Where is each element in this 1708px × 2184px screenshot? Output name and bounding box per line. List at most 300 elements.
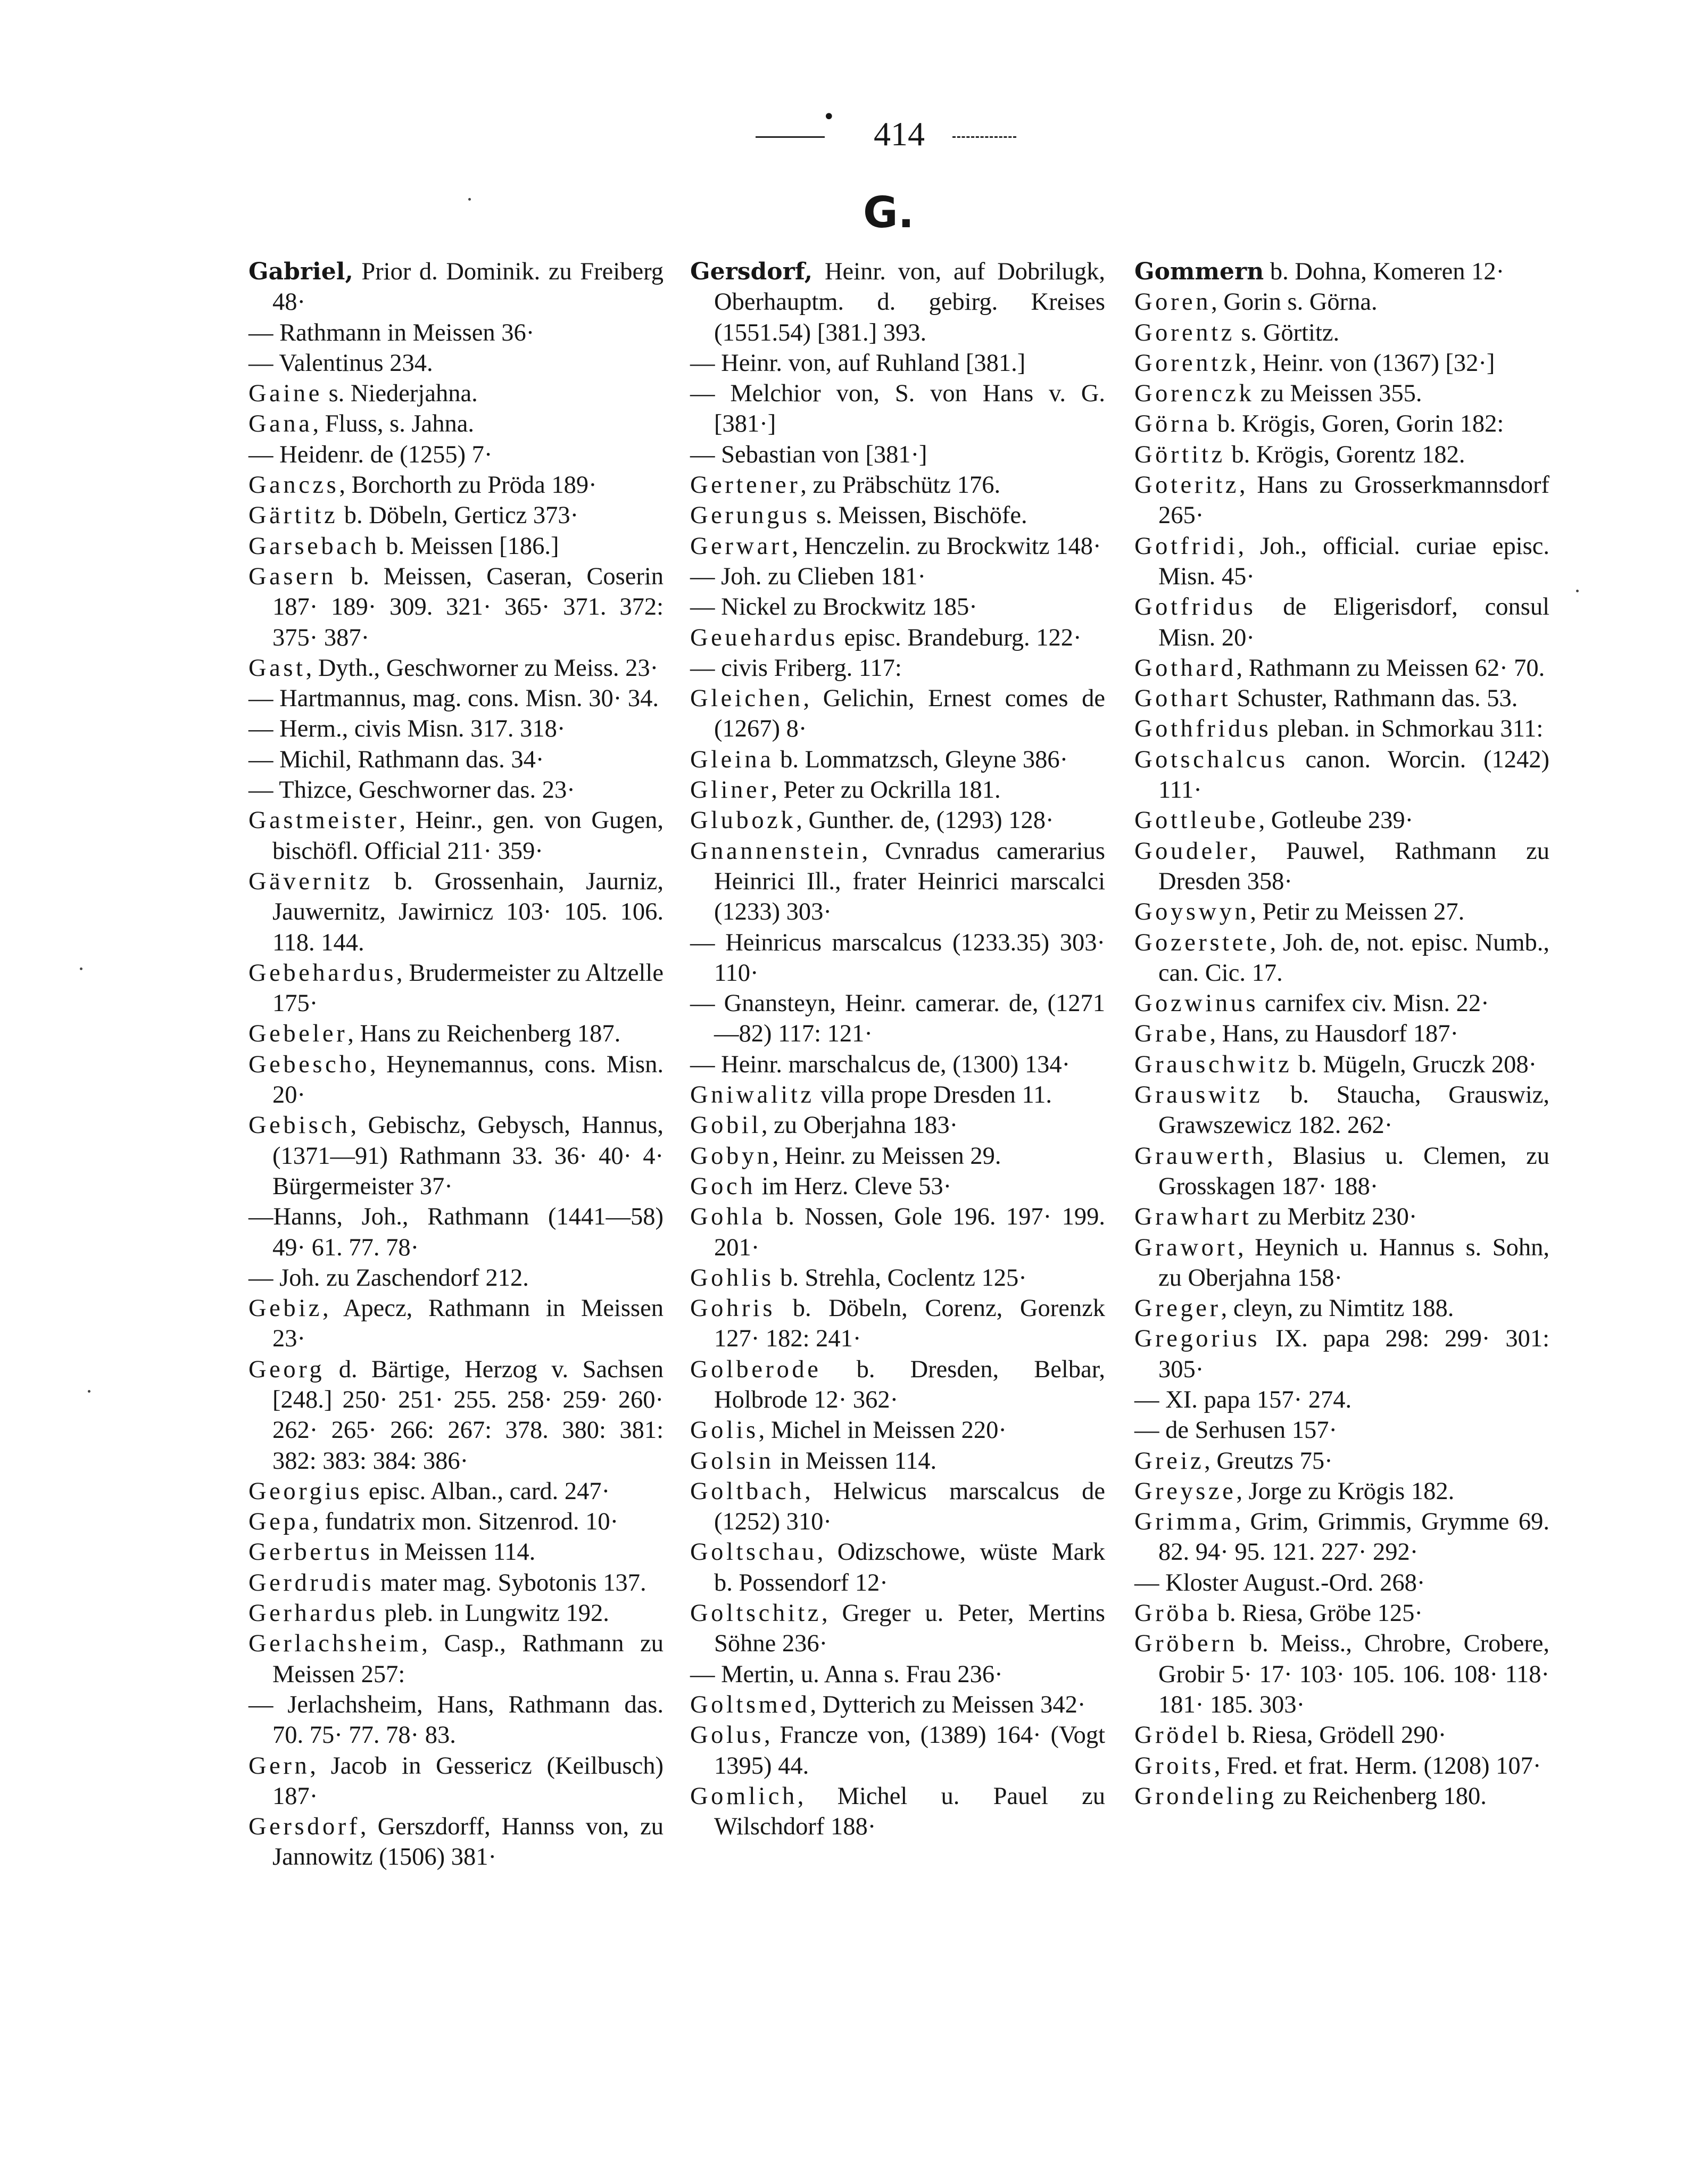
entry-text: — Heinr. marschalcus de, (1300) 134·	[690, 1050, 1071, 1078]
index-entry	[1134, 1598, 1549, 1628]
entry-text: , Gunther. de, (1293) 128·	[796, 807, 1054, 834]
entry-lemma: Gorenczk	[1134, 380, 1255, 408]
index-entry	[1134, 1751, 1549, 1781]
entry-text: , Greutzs 75·	[1204, 1447, 1333, 1475]
section-letter: G.	[863, 188, 915, 237]
entry-text: , Henczelin. zu Brockwitz 148·	[792, 532, 1101, 560]
entry-lemma: Grauswitz	[1134, 1081, 1263, 1109]
entry-text: b. Meissen, Caseran, Coserin 187· 189· 309. 321· 365· 371. 372: 375· 387·	[272, 562, 664, 651]
entry-text: villa prope Dresden 11.	[814, 1081, 1052, 1109]
entry-text: , Jacob in Gessericz (Keilbusch) 187·	[272, 1752, 664, 1810]
entry-lemma: Gniwalitz	[690, 1081, 815, 1109]
entry-text: , Hans zu Reichenberg 187.	[347, 1020, 621, 1048]
entry-text: in Meissen 114.	[774, 1447, 937, 1475]
entry-text: b. Dohna, Komeren 12·	[1264, 258, 1505, 285]
entry-text: — Rathmann in Meissen 36·	[248, 319, 535, 346]
index-entry	[1134, 1080, 1549, 1141]
index-entry	[248, 1476, 664, 1507]
entry-text: —Hanns, Joh., Rathmann (1441—58) 49· 61. 77. 78·	[248, 1203, 664, 1261]
entry-text: , cleyn, zu Nimtitz 188.	[1221, 1295, 1454, 1322]
index-entry	[248, 348, 664, 378]
index-entry	[248, 775, 664, 805]
entry-lemma: Goch	[690, 1172, 756, 1200]
entry-text: b. Nossen, Gole 196. 197· 199. 201·	[714, 1203, 1105, 1261]
entry-text: pleban. in Schmorkau 311:	[1271, 715, 1544, 743]
entry-lemma: Gern	[248, 1752, 310, 1780]
entry-lemma: Gohris	[690, 1295, 776, 1322]
entry-lemma: Gotfridi	[1134, 532, 1238, 560]
entry-lemma: Gleina	[690, 746, 774, 773]
index-entry	[1134, 1141, 1549, 1202]
index-entry	[690, 1781, 1105, 1842]
entry-text: de Eligerisdorf, consul Misn. 20·	[1158, 593, 1549, 651]
entry-text: b. Döbeln, Corenz, Gorenzk 127· 182: 241·	[714, 1295, 1105, 1353]
index-entry	[1134, 683, 1549, 714]
entry-text: — Heidenr. de (1255) 7·	[248, 441, 493, 468]
entry-text: , Gebischz, Gebysch, Hannus, (1371—91) Rathmann 33. 36· 40· 4· Bürgermeister 37·	[272, 1112, 664, 1200]
entry-text: , Heinr., gen. von Gugen, bischöfl. Official 211· 359·	[272, 807, 664, 865]
entry-text: , Cvnradus camerarius Heinrici Ill., frater Heinrici marscalci (1233) 303·	[714, 837, 1105, 926]
entry-lemma: Golis	[690, 1417, 759, 1444]
entry-lemma: Gregorius	[1134, 1325, 1261, 1353]
entry-lemma: Gotfridus	[1134, 593, 1256, 621]
index-entry	[690, 348, 1105, 378]
entry-lemma: Gaine	[248, 380, 322, 408]
entry-text: , Heinr. von (1367) [32·]	[1250, 349, 1495, 377]
entry-lemma: Greiz	[1134, 1447, 1205, 1475]
entry-text: , Hans, zu Hausdorf 187·	[1209, 1020, 1458, 1048]
entry-text: Heinr. von, auf Dobrilugk, Oberhauptm. d. gebirg. Kreises (1551.54) [381.] 393.	[714, 258, 1105, 346]
entry-text: — Herm., civis Misn. 317. 318·	[248, 715, 566, 743]
entry-text: , Petir zu Meissen 27.	[1250, 898, 1465, 926]
entry-text: , Borchorth zu Pröda 189·	[339, 471, 597, 499]
index-entry	[690, 440, 1105, 470]
entry-lemma: Ganczs	[248, 471, 339, 499]
entry-text: , Gerszdorff, Hannss von, zu Jannowitz (1506) 381·	[272, 1813, 664, 1871]
index-entry	[1134, 744, 1549, 806]
index-entry	[1134, 1507, 1549, 1568]
entry-text: — Heinr. von, auf Ruhland [381.]	[690, 349, 1026, 377]
index-entry	[248, 318, 664, 348]
entry-text: b. Dresden, Belbar, Holbrode 12· 362·	[714, 1355, 1105, 1413]
index-entry	[1134, 988, 1549, 1019]
entry-lemma: Georg	[248, 1355, 325, 1383]
entry-text: zu Meissen 355.	[1254, 380, 1422, 408]
entry-lemma: Gerlachsheim	[248, 1630, 422, 1658]
entry-lemma: Gersdorf,	[690, 258, 813, 285]
entry-lemma: Goltbach	[690, 1477, 805, 1505]
entry-text: , Grim, Grimmis, Grymme 69. 82. 94· 95. 121. 227· 292·	[1158, 1508, 1549, 1566]
index-entry	[1134, 1385, 1549, 1415]
entry-text: , fundatrix mon. Sitzenrod. 10·	[312, 1508, 619, 1536]
index-entry	[248, 1019, 664, 1049]
index-entry	[248, 805, 664, 866]
entry-text: — Kloster August.-Ord. 268·	[1134, 1569, 1425, 1596]
entry-text: , Michel u. Pauel zu Wilschdorf 188·	[714, 1782, 1105, 1841]
entry-text: , zu Präbschütz 176.	[800, 471, 1001, 499]
index-entry	[1134, 1202, 1549, 1232]
entry-text: Prior d. Dominik. zu Freiberg 48·	[272, 258, 664, 316]
entry-text: — Valentinus 234.	[248, 349, 433, 377]
index-entry	[248, 1628, 664, 1690]
paper-speck	[88, 1390, 90, 1393]
index-entry	[1134, 1293, 1549, 1323]
index-entry	[1134, 1019, 1549, 1049]
entry-text: , Francze von, (1389) 164· (Vogt 1395) 44.	[714, 1722, 1105, 1780]
index-entry	[690, 1446, 1105, 1476]
entry-lemma: Gliner	[690, 776, 772, 804]
entry-lemma: Gröba	[1134, 1600, 1212, 1627]
index-entry	[248, 1049, 664, 1111]
entry-lemma: Gothfridus	[1134, 715, 1272, 743]
entry-lemma: Gorentzk	[1134, 349, 1250, 377]
entry-lemma: Groits	[1134, 1752, 1214, 1780]
index-entry	[690, 805, 1105, 835]
entry-text: — XI. papa 157· 274.	[1134, 1386, 1352, 1413]
index-entry	[1134, 1049, 1549, 1080]
entry-lemma: Gebeler	[248, 1020, 348, 1048]
entry-lemma: Gottleube	[1134, 807, 1259, 834]
index-entry	[690, 561, 1105, 592]
entry-lemma: Gepa	[248, 1508, 313, 1536]
entry-text: , Heynemannus, cons. Misn. 20·	[272, 1050, 664, 1109]
entry-text: carnifex civ. Misn. 22·	[1258, 990, 1489, 1017]
index-entry	[690, 470, 1105, 500]
index-entry	[248, 378, 664, 409]
entry-text: — Joh. zu Clieben 181·	[690, 562, 926, 590]
index-entry	[1134, 1446, 1549, 1476]
entry-lemma: Grawhart	[1134, 1203, 1252, 1231]
entry-text: b. Staucha, Grauswiz, Grawszewicz 182. 262·	[1158, 1081, 1549, 1139]
index-entry	[248, 1598, 664, 1628]
entry-text: — de Serhusen 157·	[1134, 1417, 1337, 1444]
entry-text: b. Meiss., Chrobre, Crobere, Grobir 5· 17· 103· 105. 106. 108· 118· 181· 185. 303·	[1158, 1630, 1549, 1718]
index-entry	[1134, 440, 1549, 470]
entry-lemma: Gastmeister	[248, 807, 400, 834]
entry-text: Schuster, Rathmann das. 53.	[1231, 685, 1518, 713]
entry-lemma: Grabe	[1134, 1020, 1210, 1048]
index-entry	[248, 958, 664, 1019]
entry-lemma: Gerdrudis	[248, 1569, 375, 1596]
entry-lemma: Glubozk	[690, 807, 797, 834]
index-entry	[248, 531, 664, 561]
index-entry	[690, 775, 1105, 805]
index-column-3	[1134, 257, 1549, 1811]
entry-text: — Thizce, Geschworner das. 23·	[248, 776, 575, 804]
index-entry	[690, 1659, 1105, 1690]
index-entry	[248, 409, 664, 439]
entry-text: — Hartmannus, mag. cons. Misn. 30· 34.	[248, 685, 659, 713]
index-entry	[248, 1690, 664, 1751]
entry-lemma: Grondeling	[1134, 1782, 1277, 1810]
index-entry	[690, 744, 1105, 775]
entry-text: , Odizschowe, wüste Mark b. Possendorf 12·	[714, 1538, 1105, 1596]
entry-text: episc. Alban., card. 247·	[362, 1477, 610, 1505]
entry-text: mater mag. Sybotonis 137.	[374, 1569, 646, 1596]
entry-text: , Casp., Rathmann zu Meissen 257:	[272, 1630, 664, 1688]
entry-text: zu Merbitz 230·	[1251, 1203, 1417, 1231]
index-entry	[1134, 1781, 1549, 1811]
entry-lemma: Gommern	[1134, 258, 1264, 285]
index-entry	[1134, 348, 1549, 378]
index-entry	[248, 257, 664, 318]
entry-text: — civis Friberg. 117:	[690, 654, 902, 682]
index-entry	[248, 714, 664, 744]
entry-text: , Brudermeister zu Altzelle 175·	[272, 959, 664, 1017]
entry-text: s. Meissen, Bischöfe.	[810, 502, 1027, 530]
index-entry	[1134, 714, 1549, 744]
entry-lemma: Gnannenstein	[690, 837, 862, 865]
index-entry	[690, 653, 1105, 683]
entry-text: , Dyth., Geschworner zu Meiss. 23·	[305, 654, 659, 682]
entry-text: b. Mügeln, Gruczk 208·	[1292, 1050, 1537, 1078]
index-entry	[690, 1110, 1105, 1140]
entry-text: — Heinricus marscalcus (1233.35) 303· 110·	[690, 929, 1105, 987]
index-entry	[690, 623, 1105, 653]
entry-lemma: Gothart	[1134, 685, 1231, 713]
index-entry	[690, 1080, 1105, 1110]
index-entry	[1134, 409, 1549, 439]
index-entry	[690, 836, 1105, 928]
entry-text: b. Lommatzsch, Gleyne 386·	[774, 746, 1068, 773]
index-entry	[1134, 1415, 1549, 1445]
entry-text: — Jerlachsheim, Hans, Rathmann das. 70. 75· 77. 78· 83.	[248, 1691, 664, 1749]
entry-text: , zu Oberjahna 183·	[761, 1112, 958, 1139]
header-rule-right	[952, 136, 1016, 138]
entry-text: , Peter zu Ockrilla 181.	[771, 776, 1001, 804]
entry-text: b. Krögis, Goren, Gorin 182:	[1211, 410, 1504, 438]
index-entry	[1134, 1628, 1549, 1720]
index-entry	[248, 1293, 664, 1354]
index-entry	[690, 500, 1105, 531]
index-entry	[1134, 653, 1549, 683]
entry-lemma: Gleichen	[690, 685, 803, 713]
index-entry	[690, 1049, 1105, 1080]
entry-lemma: Golberode	[690, 1355, 822, 1383]
entry-text: episc. Brandeburg. 122·	[838, 624, 1082, 651]
entry-text: , Fluss, s. Jahna.	[312, 410, 475, 438]
entry-lemma: Garsebach	[248, 532, 380, 560]
entry-lemma: Gebehardus	[248, 959, 396, 987]
index-entry	[1134, 470, 1549, 531]
entry-lemma: Gotschalcus	[1134, 746, 1288, 773]
index-column-2	[690, 257, 1105, 1842]
entry-text: — Melchior von, S. von Hans v. G. [381·]	[690, 380, 1105, 438]
index-entry	[248, 561, 664, 653]
page-number: 414	[874, 115, 925, 153]
index-entry	[248, 653, 664, 683]
entry-lemma: Gozerstete	[1134, 929, 1270, 956]
index-entry	[1134, 592, 1549, 653]
entry-lemma: Grödel	[1134, 1722, 1221, 1749]
entry-text: pleb. in Lungwitz 192.	[378, 1600, 609, 1627]
index-entry	[690, 531, 1105, 561]
entry-text: b. Krögis, Gorentz 182.	[1225, 441, 1465, 468]
index-entry	[1134, 1720, 1549, 1750]
entry-lemma: Goudeler	[1134, 837, 1250, 865]
entry-lemma: Gerungus	[690, 502, 810, 530]
index-entry	[1134, 836, 1549, 897]
entry-text: — Sebastian von [381·]	[690, 441, 927, 468]
entry-text: b. Döbeln, Gerticz 373·	[338, 502, 579, 530]
entry-text: , Greger u. Peter, Mertins Söhne 236·	[714, 1600, 1105, 1658]
entry-text: , Joh., official. curiae episc. Misn. 45·	[1158, 532, 1549, 590]
index-entry	[248, 683, 664, 714]
entry-lemma: Gröbern	[1134, 1630, 1238, 1658]
index-entry	[690, 1720, 1105, 1781]
entry-lemma: Gebiz	[248, 1295, 322, 1322]
index-entry	[690, 1537, 1105, 1598]
index-entry	[1134, 318, 1549, 348]
entry-lemma: Gohla	[690, 1203, 766, 1231]
entry-lemma: Gorentz	[1134, 319, 1235, 346]
entry-lemma: Goteritz	[1134, 471, 1239, 499]
entry-text: b. Strehla, Coclentz 125·	[774, 1264, 1027, 1292]
entry-text: , Rathmann zu Meissen 62· 70.	[1236, 654, 1545, 682]
paper-speck	[1576, 590, 1579, 592]
entry-lemma: Grawort	[1134, 1234, 1238, 1261]
entry-text: , Dytterich zu Meissen 342·	[810, 1691, 1086, 1718]
index-entry	[1134, 805, 1549, 835]
entry-text: — Michil, Rathmann das. 34·	[248, 746, 544, 773]
entry-text: , Apecz, Rathmann in Meissen 23·	[272, 1295, 664, 1353]
entry-lemma: Gobyn	[690, 1142, 773, 1170]
entry-lemma: Golsin	[690, 1447, 774, 1475]
index-entry	[690, 1690, 1105, 1720]
entry-text: s. Niederjahna.	[322, 380, 478, 408]
entry-text: — Gnansteyn, Heinr. camerar. de, (1271—82) 117: 121·	[690, 990, 1105, 1048]
index-entry	[248, 1751, 664, 1812]
entry-text: — Mertin, u. Anna s. Frau 236·	[690, 1660, 1003, 1688]
entry-lemma: Gerhardus	[248, 1600, 378, 1627]
entry-lemma: Gersdorf	[248, 1813, 360, 1841]
index-entry	[248, 440, 664, 470]
index-entry	[690, 257, 1105, 348]
index-entry	[690, 1415, 1105, 1445]
entry-lemma: Goren	[1134, 288, 1212, 316]
page-header	[740, 106, 1038, 154]
index-entry	[248, 744, 664, 775]
entry-text: s. Görtitz.	[1234, 319, 1340, 346]
entry-lemma: Gärtitz	[248, 502, 338, 530]
index-entry	[1134, 897, 1549, 927]
index-entry	[248, 1263, 664, 1293]
entry-lemma: Grauwerth	[1134, 1142, 1267, 1170]
entry-text: , Helwicus marscalcus de (1252) 310·	[714, 1477, 1105, 1536]
entry-lemma: Gerbertus	[248, 1538, 373, 1566]
entry-lemma: Gobil	[690, 1112, 761, 1139]
index-entry	[248, 866, 664, 958]
index-column-1	[248, 257, 664, 1873]
entry-text: IX. papa 298: 299· 301: 305·	[1158, 1325, 1549, 1383]
header-dot: •	[823, 105, 835, 129]
paper-speck	[80, 967, 82, 970]
index-entry	[690, 1202, 1105, 1263]
index-entry	[248, 1110, 664, 1202]
entry-text: zu Reichenberg 180.	[1276, 1782, 1487, 1810]
index-entry	[690, 1171, 1105, 1202]
index-entry	[1134, 1476, 1549, 1507]
entry-text: b. Riesa, Grödell 290·	[1221, 1722, 1447, 1749]
entry-lemma: Gast	[248, 654, 306, 682]
entry-lemma: Greger	[1134, 1295, 1221, 1322]
entry-text: , Heynich u. Hannus s. Sohn, zu Oberjahna 158·	[1158, 1234, 1549, 1292]
index-entry	[248, 1507, 664, 1537]
entry-text: , Heinr. zu Meissen 29.	[772, 1142, 1001, 1170]
entry-text: , Gorin s. Görna.	[1211, 288, 1378, 316]
entry-lemma: Gohlis	[690, 1264, 774, 1292]
index-entry	[248, 1354, 664, 1476]
entry-text: b. Grossenhain, Jaurniz, Jauwernitz, Jawirnicz 103· 105. 106. 118. 144.	[272, 867, 664, 956]
entry-text: , Michel in Meissen 220·	[758, 1417, 1007, 1444]
entry-lemma: Goltschau	[690, 1538, 817, 1566]
index-entry	[690, 1598, 1105, 1659]
entry-text: , Gelichin, Ernest comes de (1267) 8·	[714, 685, 1105, 743]
entry-lemma: Grimma	[1134, 1508, 1235, 1536]
index-entry	[1134, 287, 1549, 317]
index-entry	[1134, 1568, 1549, 1598]
index-entry	[1134, 928, 1549, 989]
entry-lemma: Grauschwitz	[1134, 1050, 1292, 1078]
entry-text: , Pauwel, Rathmann zu Dresden 358·	[1158, 837, 1549, 895]
entry-text: , Gotleube 239·	[1258, 807, 1414, 834]
entry-text: in Meissen 114.	[372, 1538, 536, 1566]
entry-text: , Hans zu Grosserkmannsdorf 265·	[1158, 471, 1549, 530]
index-entry	[690, 592, 1105, 622]
header-rule-left	[756, 136, 825, 138]
index-entry	[1134, 1323, 1549, 1385]
entry-text: im Herz. Cleve 53·	[756, 1172, 952, 1200]
index-entry	[690, 988, 1105, 1049]
entry-text: b. Meissen [186.]	[379, 532, 559, 560]
index-entry	[248, 1811, 664, 1873]
entry-lemma: Geuehardus	[690, 624, 838, 651]
entry-text: b. Riesa, Gröbe 125·	[1211, 1600, 1423, 1627]
entry-lemma: Gana	[248, 410, 313, 438]
paper-speck	[468, 198, 471, 201]
entry-lemma: Goltschitz	[690, 1600, 822, 1627]
entry-text: , Joh. de, not. episc. Numb., can. Cic. 17.	[1158, 929, 1549, 987]
entry-lemma: Goltsmed	[690, 1691, 810, 1718]
entry-lemma: Gebisch	[248, 1112, 351, 1139]
index-entry	[690, 1263, 1105, 1293]
entry-text: d. Bärtige, Herzog v. Sachsen [248.] 250· 251· 255. 258· 259· 260· 262· 265· 266: 267: 378. 380: 381: 382: 383: 384: 386·	[272, 1355, 664, 1475]
entry-lemma: Gertener	[690, 471, 801, 499]
entry-lemma: Gozwinus	[1134, 990, 1259, 1017]
index-entry	[690, 1476, 1105, 1537]
entry-lemma: Gebescho	[248, 1050, 370, 1078]
entry-lemma: Golus	[690, 1722, 764, 1749]
index-entry	[248, 1568, 664, 1598]
index-entry	[1134, 1232, 1549, 1294]
entry-text: , Blasius u. Clemen, zu Grosskagen 187· 188·	[1158, 1142, 1549, 1200]
entry-lemma: Gabriel,	[248, 258, 353, 285]
index-entry	[690, 1141, 1105, 1171]
entry-lemma: Gasern	[248, 562, 337, 590]
index-entry	[690, 1293, 1105, 1354]
index-entry	[690, 378, 1105, 440]
entry-lemma: Gerwart	[690, 532, 792, 560]
entry-text: — Nickel zu Brockwitz 185·	[690, 593, 977, 621]
index-entry	[690, 683, 1105, 744]
entry-text: canon. Worcin. (1242) 111·	[1158, 746, 1549, 804]
entry-text: , Jorge zu Krögis 182.	[1236, 1477, 1455, 1505]
index-entry	[690, 1354, 1105, 1416]
index-entry	[690, 928, 1105, 989]
entry-text: , Fred. et frat. Herm. (1208) 107·	[1214, 1752, 1541, 1780]
index-entry	[248, 1202, 664, 1263]
entry-lemma: Georgius	[248, 1477, 363, 1505]
